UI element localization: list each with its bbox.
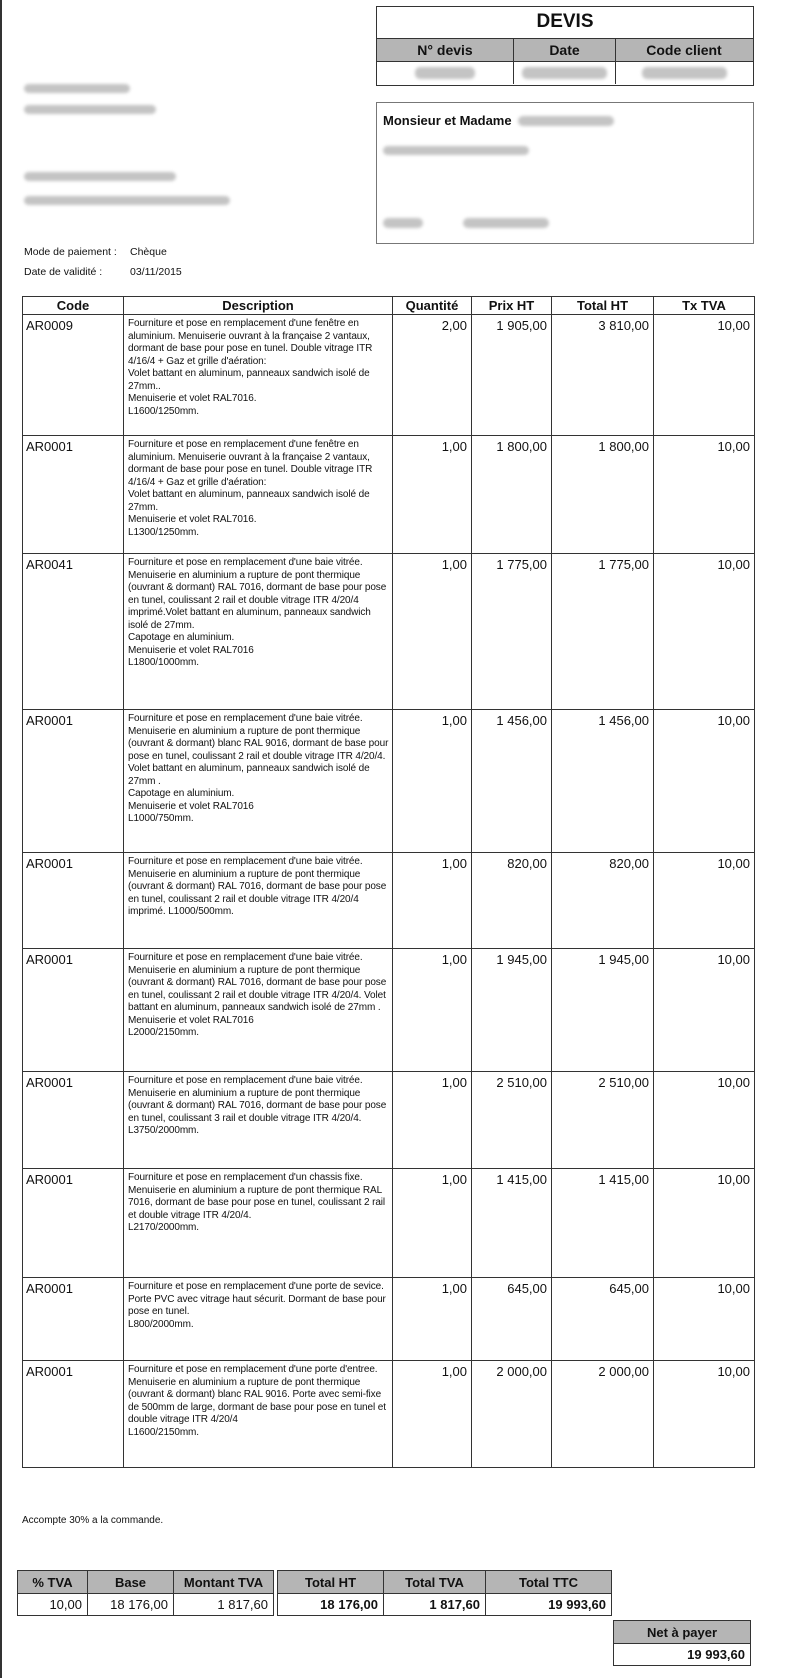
devis-header-row (377, 39, 753, 62)
vat-rate-header: % TVA (18, 1571, 88, 1594)
item-vat-rate: 10,00 (654, 315, 755, 436)
table-row (23, 1361, 755, 1468)
payment-mode-value: Chèque (130, 246, 167, 258)
item-quantity: 1,00 (393, 1072, 472, 1169)
validity-date-label: Date de validité : (24, 266, 103, 278)
payment-mode-label: Mode de paiement : (24, 246, 117, 258)
item-unit-price: 1 905,00 (472, 315, 552, 436)
item-total: 3 810,00 (552, 315, 654, 436)
item-code: AR0041 (23, 554, 124, 710)
item-vat-rate: 10,00 (654, 710, 755, 853)
item-code: AR0001 (23, 710, 124, 853)
item-vat-rate: 10,00 (654, 1361, 755, 1468)
col-header-code: Code (23, 297, 124, 315)
table-row (23, 853, 755, 949)
item-total: 1 945,00 (552, 949, 654, 1072)
col-header-quantity: Quantité (393, 297, 472, 315)
total-ht-header: Total HT (278, 1571, 384, 1594)
item-code: AR0001 (23, 436, 124, 554)
table-row (23, 1169, 755, 1278)
item-unit-price: 1 945,00 (472, 949, 552, 1072)
item-total: 1 415,00 (552, 1169, 654, 1278)
table-row (23, 554, 755, 710)
item-description: Fourniture et pose en remplacement d'une baie vitrée. Menuiserie en aluminium a rupture de pont thermique (ouvrant & dormant) RAL 7016, dormant de base pour pose en tunel, coulissant 2 rail et double vitrage ITR 4/20/4. Volet battant en aluminum, panneaux sandwich isolé de 27mm . Menuiserie et volet RAL7016 L2000/2150mm. (124, 949, 393, 1072)
page-edge (0, 0, 2, 1678)
sender-name-redacted (24, 84, 156, 126)
devis-client-code-redacted (616, 62, 752, 84)
item-description: Fourniture et pose en remplacement d'une baie vitrée. Menuiserie en aluminium a rupture de pont thermique (ouvrant & dormant) blanc RAL 9016, dormant de base pour pose en tunel, coulissant 2 rail et double vitrage ITR 4/20/4. Volet battant en aluminum, panneaux sandwich isolé de 27mm . Capotage en aluminium. Menuiserie et volet RAL7016 L1000/750mm. (124, 710, 393, 853)
item-total: 1 456,00 (552, 710, 654, 853)
total-ht-value: 18 176,00 (278, 1594, 384, 1616)
validity-date-value: 03/11/2015 (130, 266, 182, 278)
item-unit-price: 820,00 (472, 853, 552, 949)
payment-mode-line (24, 246, 167, 258)
item-description: Fourniture et pose en remplacement d'un chassis fixe. Menuiserie en aluminium a rupture de pont thermique RAL 7016, dormant de base pour pose en tunel, coulissant 2 rail et double vitrage ITR 4/20/4. L2170/2000mm. (124, 1169, 393, 1278)
item-quantity: 1,00 (393, 853, 472, 949)
devis-header-box (376, 6, 754, 86)
table-row (23, 949, 755, 1072)
validity-date-line (24, 266, 182, 278)
item-vat-rate: 10,00 (654, 1072, 755, 1169)
table-row (23, 710, 755, 853)
item-code: AR0001 (23, 1278, 124, 1361)
col-header-vat-rate: Tx TVA (654, 297, 755, 315)
devis-values-row (377, 62, 753, 84)
item-code: AR0009 (23, 315, 124, 436)
client-city-redacted (383, 218, 747, 228)
item-unit-price: 1 775,00 (472, 554, 552, 710)
item-vat-rate: 10,00 (654, 949, 755, 1072)
client-name (383, 113, 747, 128)
devis-number-label: N° devis (377, 39, 514, 61)
col-header-unit-price: Prix HT (472, 297, 552, 315)
item-description: Fourniture et pose en remplacement d'une baie vitrée. Menuiserie en aluminium a rupture de pont thermique (ouvrant & dormant) RAL 7016, dormant de base pour pose en tunel, coulissant 2 rail et double vitrage ITR 4/20/4 imprimé.Volet battant en aluminum, panneaux sandwich isolé de 27mm. Capotage en aluminium. Menuiserie et volet RAL7016 L1800/1000mm. (124, 554, 393, 710)
total-ttc-value: 19 993,60 (486, 1594, 612, 1616)
net-to-pay-value: 19 993,60 (614, 1644, 751, 1666)
item-quantity: 1,00 (393, 1278, 472, 1361)
item-vat-rate: 10,00 (654, 554, 755, 710)
item-unit-price: 645,00 (472, 1278, 552, 1361)
item-total: 645,00 (552, 1278, 654, 1361)
devis-date-label: Date (514, 39, 616, 61)
table-row (23, 436, 755, 554)
table-row (23, 315, 755, 436)
net-to-pay-label: Net à payer (614, 1621, 751, 1644)
item-unit-price: 1 456,00 (472, 710, 552, 853)
item-unit-price: 1 415,00 (472, 1169, 552, 1278)
client-address-box (376, 102, 754, 244)
vat-summary-table (17, 1570, 612, 1616)
item-quantity: 2,00 (393, 315, 472, 436)
table-row (23, 1072, 755, 1169)
item-total: 2 000,00 (552, 1361, 654, 1468)
item-total: 820,00 (552, 853, 654, 949)
item-description: Fourniture et pose en remplacement d'une fenêtre en aluminium. Menuiserie ouvrant à la française 2 vantaux, dormant de base pour pose en tunel. Double vitrage ITR 4/16/4 + Gaz et grille d'aération: Volet battant en aluminum, panneaux sandwich isolé de 27mm.. Menuiserie et volet RAL7016. L1600/1250mm. (124, 315, 393, 436)
item-total: 2 510,00 (552, 1072, 654, 1169)
item-code: AR0001 (23, 1072, 124, 1169)
vat-amount-value: 1 817,60 (174, 1594, 274, 1616)
item-unit-price: 2 000,00 (472, 1361, 552, 1468)
item-description: Fourniture et pose en remplacement d'une baie vitrée. Menuiserie en aluminium a rupture de pont thermique (ouvrant & dormant) RAL 7016, dormant de base pour pose en tunel, coulissant 3 rail et double vitrage ITR 4/20/4. L3750/2000mm. (124, 1072, 393, 1169)
item-unit-price: 1 800,00 (472, 436, 552, 554)
item-vat-rate: 10,00 (654, 436, 755, 554)
item-vat-rate: 10,00 (654, 853, 755, 949)
total-tva-value: 1 817,60 (384, 1594, 486, 1616)
total-ttc-header: Total TTC (486, 1571, 612, 1594)
col-header-description: Description (124, 297, 393, 315)
client-salutation: Monsieur et Madame (383, 113, 512, 128)
item-quantity: 1,00 (393, 710, 472, 853)
item-total: 1 800,00 (552, 436, 654, 554)
table-row (23, 1278, 755, 1361)
item-code: AR0001 (23, 1169, 124, 1278)
vat-base-value: 18 176,00 (88, 1594, 174, 1616)
item-quantity: 1,00 (393, 949, 472, 1072)
client-street-redacted (383, 142, 747, 160)
vat-rate-value: 10,00 (18, 1594, 88, 1616)
vat-summary-header (18, 1571, 612, 1594)
item-vat-rate: 10,00 (654, 1278, 755, 1361)
item-vat-rate: 10,00 (654, 1169, 755, 1278)
devis-title: DEVIS (377, 7, 753, 39)
item-unit-price: 2 510,00 (472, 1072, 552, 1169)
items-table-header (23, 297, 755, 315)
items-table (22, 296, 755, 1468)
devis-number-redacted (377, 62, 514, 84)
item-code: AR0001 (23, 853, 124, 949)
item-quantity: 1,00 (393, 554, 472, 710)
item-description: Fourniture et pose en remplacement d'une porte d'entree. Menuiserie en aluminium a rupture de pont thermique (ouvrant & dormant) blanc RAL 9016. Porte avec semi-fixe de 500mm de large, dormant de base pour pose en tunel et double vitrage ITR 4/20/4 L1600/2150mm. (124, 1361, 393, 1468)
client-surname-redacted (518, 116, 614, 126)
deposit-note: Accompte 30% a la commande. (22, 1515, 164, 1526)
total-tva-header: Total TVA (384, 1571, 486, 1594)
devis-date-redacted (514, 62, 616, 84)
item-description: Fourniture et pose en remplacement d'une baie vitrée. Menuiserie en aluminium a rupture de pont thermique (ouvrant & dormant) RAL 7016, dormant de base pour pose en tunel, coulissant 2 rail et double vitrage ITR 4/20/4 imprimé. L1000/500mm. (124, 853, 393, 949)
vat-base-header: Base (88, 1571, 174, 1594)
item-quantity: 1,00 (393, 1361, 472, 1468)
item-quantity: 1,00 (393, 1169, 472, 1278)
item-code: AR0001 (23, 1361, 124, 1468)
vat-amount-header: Montant TVA (174, 1571, 274, 1594)
sender-address-redacted (24, 172, 230, 220)
item-total: 1 775,00 (552, 554, 654, 710)
item-description: Fourniture et pose en remplacement d'une fenêtre en aluminium. Menuiserie ouvrant à la française 2 vantaux, dormant de base pour pose en tunel. Double vitrage ITR 4/16/4 + Gaz et grille d'aération: Volet battant en aluminum, panneaux sandwich isolé de 27mm. Menuiserie et volet RAL7016. L1300/1250mm. (124, 436, 393, 554)
col-header-total: Total HT (552, 297, 654, 315)
devis-client-code-label: Code client (646, 42, 722, 58)
item-quantity: 1,00 (393, 436, 472, 554)
net-to-pay-table (613, 1620, 751, 1666)
item-description: Fourniture et pose en remplacement d'une porte de sevice. Porte PVC avec vitrage haut sécurit. Dormant de base pour pose en tunel. L800/2000mm. (124, 1278, 393, 1361)
vat-summary-values (18, 1594, 612, 1616)
item-code: AR0001 (23, 949, 124, 1072)
